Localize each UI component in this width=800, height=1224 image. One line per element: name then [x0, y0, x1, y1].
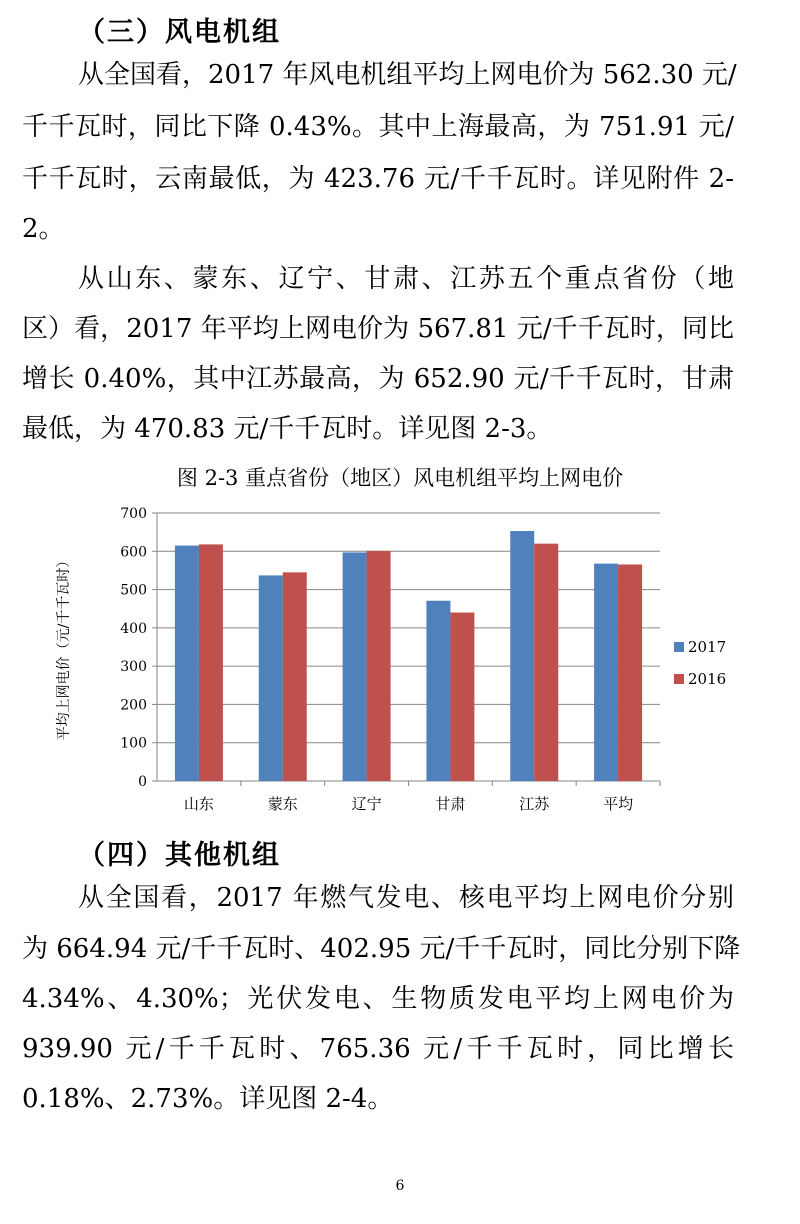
text-line: 939.90 元/千千瓦时、765.36 元/千千瓦时，同比增长: [22, 1034, 734, 1064]
bar-2016: [450, 613, 474, 781]
chart-title: 图 2-3 重点省份（地区）风电机组平均上网电价: [176, 466, 624, 490]
y-tick-label: 200: [120, 697, 147, 714]
x-category-label: 蒙东: [267, 795, 298, 813]
x-category-label: 江苏: [519, 795, 550, 813]
y-tick-label: 600: [120, 544, 147, 561]
legend-swatch-2017: [674, 642, 684, 652]
y-tick-label: 100: [120, 735, 147, 752]
y-tick-label: 300: [120, 659, 147, 676]
y-axis-label: 平均上网电价（元/千千瓦时）: [56, 553, 72, 741]
bar-chart: [0, 490, 800, 830]
bar-2016: [283, 572, 307, 781]
bar-2017: [175, 546, 199, 781]
x-category-label: 平均: [603, 795, 634, 813]
bar-2016: [199, 544, 223, 781]
text-line: 增长 0.40%，其中江苏最高，为 652.90 元/千千瓦时，甘肃: [22, 364, 734, 394]
page-number: 6: [395, 1178, 405, 1194]
x-category-label: 山东: [183, 795, 214, 813]
text-line: 4.34%、4.30%；光伏发电、生物质发电平均上网电价为: [22, 984, 734, 1014]
text-line: 千千瓦时，云南最低，为 423.76 元/千千瓦时。详见附件 2-: [22, 164, 734, 194]
y-tick-label: 0: [138, 774, 147, 790]
legend-label-2016: 2016: [688, 670, 727, 688]
text-line: 从全国看，2017 年燃气发电、核电平均上网电价分别: [78, 883, 734, 913]
text-line: 为 664.94 元/千千瓦时、402.95 元/千千瓦时，同比分别下降: [22, 934, 741, 964]
x-category-label: 甘肃: [435, 795, 466, 813]
y-tick-label: 400: [120, 620, 147, 637]
y-tick-label: 700: [120, 506, 147, 522]
text-line: 最低，为 470.83 元/千千瓦时。详见图 2-3。: [22, 414, 553, 444]
bar-2016: [534, 544, 558, 781]
x-category-label: 辽宁: [351, 795, 382, 813]
bar-2016: [618, 564, 642, 781]
bar-2017: [259, 575, 283, 781]
legend-label-2017: 2017: [688, 638, 727, 656]
text-line: 千千瓦时，同比下降 0.43%。其中上海最高，为 751.91 元/: [22, 112, 734, 142]
y-tick-label: 500: [120, 582, 147, 599]
legend-swatch-2016: [674, 674, 684, 684]
text-line: 从全国看，2017 年风电机组平均上网电价为 562.30 元/: [78, 60, 737, 90]
bar-2017: [510, 531, 534, 781]
text-line: 从山东、蒙东、辽宁、甘肃、江苏五个重点省份（地: [78, 264, 734, 294]
section-heading-other: （四）其他机组: [78, 840, 281, 871]
bar-2017: [594, 564, 618, 781]
text-line: 2。: [22, 214, 65, 244]
text-line: 区）看，2017 年平均上网电价为 567.81 元/千千瓦时，同比: [22, 314, 734, 344]
bar-2017: [343, 552, 367, 781]
section-heading-wind: （三）风电机组: [78, 17, 281, 48]
text-line: 0.18%、2.73%。详见图 2-4。: [22, 1084, 394, 1114]
bar-2016: [367, 551, 391, 781]
bar-2017: [426, 601, 450, 781]
